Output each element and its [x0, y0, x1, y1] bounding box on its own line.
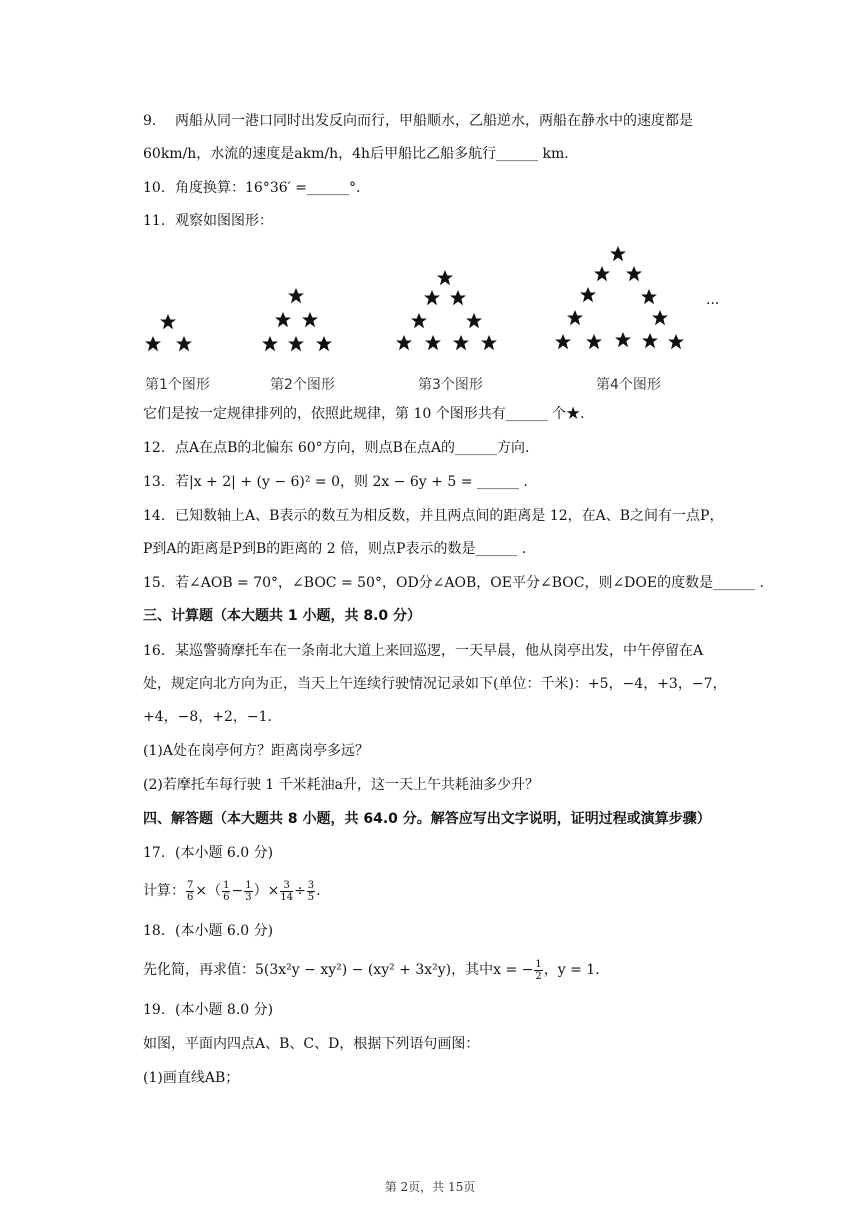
star-pattern-figure [130, 240, 730, 360]
q16-sub2 [143, 775, 539, 795]
score-label: (本小题 6.0 分) [175, 845, 274, 861]
question-text: 观察如图图形： [175, 213, 273, 229]
section-4-heading: 四、解答题（本大题共 8 小题，共 64.0 分。解答应写出文字说明，证明过程或演算步骤） [143, 811, 711, 827]
question-text: 角度换算：16°36′ =______°. [175, 180, 361, 196]
sub-question: (1)画直线AB； [143, 1070, 240, 1086]
question-number: 13. [143, 474, 166, 490]
section-3-heading: 三、计算题（本大题共 1 小题，共 8.0 分） [143, 608, 422, 624]
question-text: 处，规定向北方向为正，当天上午连续行驶情况记录如下(单位：千米)：+5，−4，+3，−7， [143, 676, 727, 692]
question-text: 某巡警骑摩托车在一条南北大道上来回巡逻，一天早晨，他从岗亭出发，中午停留在A [175, 643, 704, 659]
denominator: 3 [245, 891, 252, 903]
q19-sub1 [143, 1068, 239, 1088]
numerator: 3 [280, 880, 293, 892]
question-number: 14. [143, 508, 166, 524]
question-number: 15. [143, 575, 166, 591]
q14-line2 [143, 539, 526, 559]
question-text: P到A的距离是P到B的距离的 2 倍，则点P表示的数是______ . [143, 541, 527, 557]
question-text: 若|x + 2| + (y − 6)² = 0，则 2x − 6y + 5 = ______ . [175, 474, 528, 490]
figure-3-stars [396, 270, 497, 350]
q19-line1 [143, 1034, 479, 1054]
numerator: 1 [223, 879, 230, 891]
q18-expression [143, 955, 600, 985]
q17-expression [143, 876, 321, 906]
caption-figure-3: 第3个图形 [418, 377, 483, 393]
question-text: 已知数轴上A、B表示的数互为相反数，并且两点间的距离是 12，在A、B之间有一点P， [175, 508, 724, 524]
q12 [143, 438, 530, 458]
figure-1-stars [145, 314, 192, 351]
q18-header [143, 921, 273, 941]
fraction [186, 880, 194, 903]
caption-figure-1: 第1个图形 [145, 377, 210, 393]
question-number: 10. [143, 180, 166, 196]
numerator: 3 [307, 879, 315, 891]
numerator: 1 [245, 879, 252, 891]
figure-2-stars [262, 288, 332, 351]
operator: − [231, 883, 244, 899]
caption-figure-2: 第2个图形 [270, 377, 335, 393]
q16-line1 [143, 641, 703, 661]
score-label: (本小题 6.0 分) [175, 923, 274, 939]
q17-header [143, 843, 273, 863]
question-text: 若∠AOB = 70°，∠BOC = 50°，OD分∠AOB，OE平分∠BOC，则∠DOE的度数是______ . [175, 575, 764, 591]
caption-figure-4: 第4个图形 [596, 377, 661, 393]
operator: ）× [253, 883, 280, 899]
q9-line1 [143, 111, 693, 131]
q16-line3 [143, 707, 272, 727]
period: . [316, 883, 321, 899]
denominator: 6 [187, 891, 194, 903]
q9-line2 [143, 144, 569, 164]
q10 [143, 178, 360, 198]
question-number: 11. [143, 213, 166, 229]
question-number: 16. [143, 643, 166, 659]
q16-line2 [143, 674, 726, 694]
question-text: 如图，平面内四点A、B、C、D，根据下列语句画图： [143, 1036, 480, 1052]
q11 [143, 211, 273, 231]
denominator: 2 [535, 970, 542, 982]
question-number: 17. [143, 845, 166, 861]
denominator: 5 [307, 891, 315, 903]
question-number: 18. [143, 923, 166, 939]
sub-question: (1)A处在岗亭何方？距离岗亭多远？ [143, 743, 369, 759]
question-number: 9. [143, 113, 157, 129]
figure-4-stars [555, 246, 684, 349]
ellipsis: ··· [706, 296, 720, 312]
question-text: 先化简，再求值：5(3x²y − xy²) − (xy² + 3x²y)，其中x = − [143, 962, 534, 978]
question-number: 12. [143, 440, 166, 456]
operator: ×（ [195, 883, 222, 899]
numerator: 7 [187, 879, 194, 891]
question-number: 19. [143, 1002, 166, 1018]
question-text: 两船从同一港口同时出发反向而行，甲船顺水，乙船逆水，两船在静水中的速度都是 [175, 113, 693, 129]
denominator: 14 [280, 891, 294, 903]
q13 [143, 472, 528, 492]
question-text: 它们是按一定规律排列的，依照此规律，第 10 个图形共有______ 个★. [143, 406, 585, 422]
question-text: 60km/h，水流的速度是akm/h，4h后甲船比乙船多航行______ km. [143, 146, 569, 162]
page-footer: 第 2页，共 15页 [384, 1180, 476, 1194]
q11-after [143, 404, 585, 424]
denominator: 6 [223, 891, 230, 903]
numerator: 1 [535, 958, 542, 970]
fraction [280, 880, 293, 903]
fraction [534, 959, 542, 982]
q19-header [143, 1000, 273, 1020]
question-text: ，y = 1. [543, 962, 600, 978]
expression-prefix: 计算： [143, 883, 185, 899]
fraction [307, 880, 315, 903]
q14-line1 [143, 506, 723, 526]
q15 [143, 573, 764, 593]
q16-sub1 [143, 741, 369, 761]
operator: ÷ [294, 883, 306, 899]
score-label: (本小题 8.0 分) [175, 1002, 274, 1018]
fraction [222, 880, 230, 903]
sub-question: (2)若摩托车每行驶 1 千米耗油a升，这一天上午共耗油多少升？ [143, 777, 539, 793]
question-text: 点A在点B的北偏东 60°方向，则点B在点A的______方向. [175, 440, 530, 456]
fraction [244, 880, 252, 903]
question-text: +4，−8，+2，−1. [143, 709, 273, 725]
